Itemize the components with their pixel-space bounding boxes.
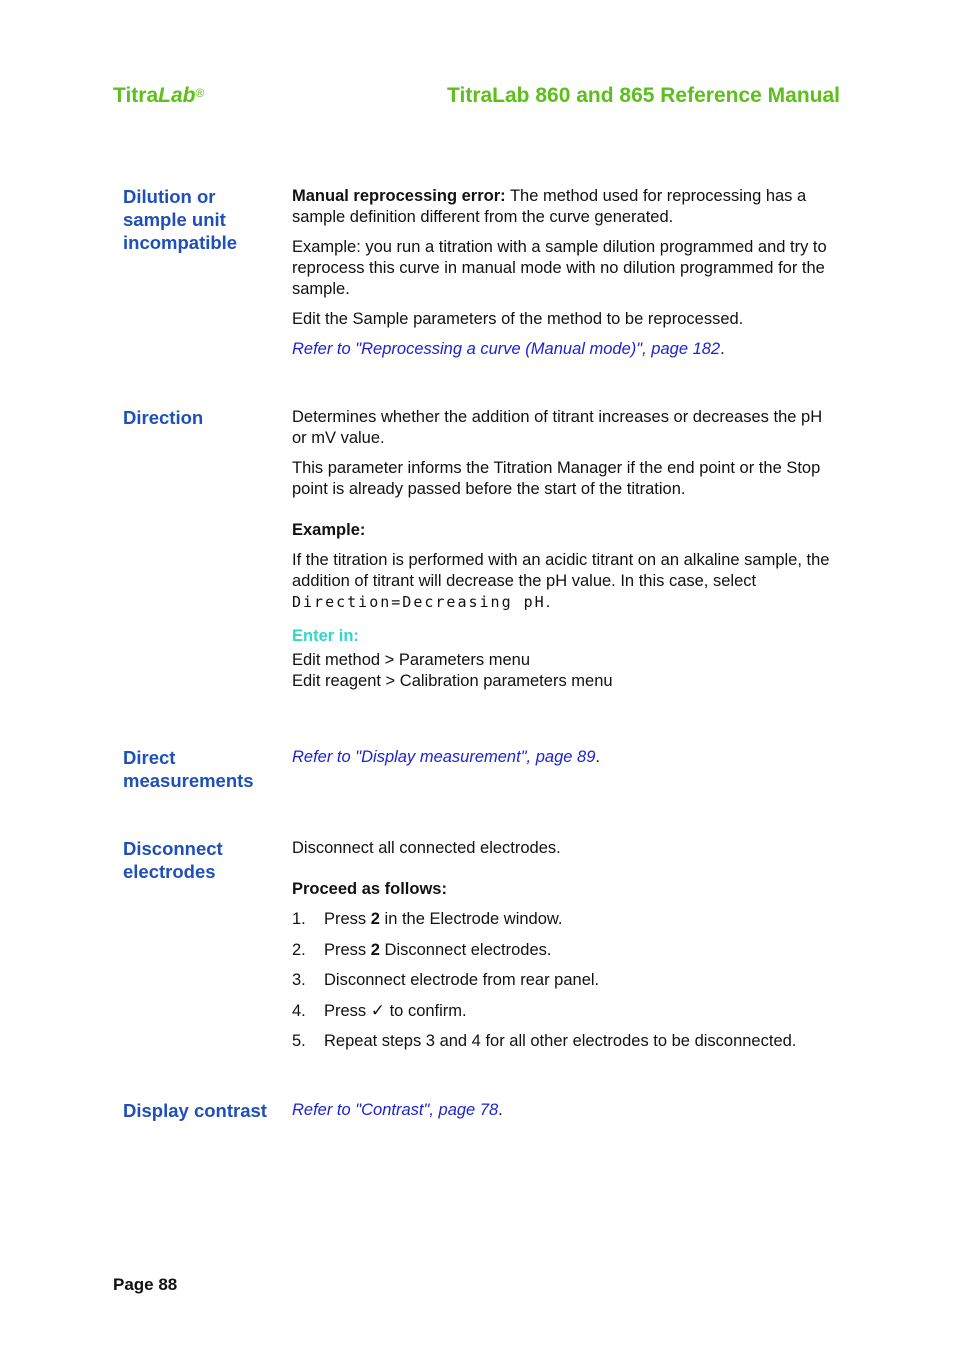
step-number: 3. xyxy=(292,971,306,989)
term-dilution: Dilution or sample unit incompatible xyxy=(123,186,238,253)
step-number: 5. xyxy=(292,1032,306,1050)
direct-measurements-reference xyxy=(292,747,837,768)
logo-registered-mark: ® xyxy=(195,86,205,100)
dilution-reference xyxy=(292,339,837,360)
desc-disconnect-electrodes xyxy=(292,838,837,1062)
dilution-paragraph-1 xyxy=(292,186,837,228)
dilution-paragraph-2: Example: you run a titration with a sample dilution programmed and try to reprocess this curve in manual mode with no dilution programmed for the sample. xyxy=(292,238,827,298)
step-number: 2. xyxy=(292,940,306,959)
list-item xyxy=(292,909,837,930)
term-disconnect-electrodes: Disconnect electrodes xyxy=(123,838,223,882)
direction-paragraph-2: This parameter informs the Titration Manager if the end point or the Stop point is already passed before the start of the titration. xyxy=(292,459,821,498)
desc-display-contrast xyxy=(292,1100,837,1130)
step-text-after: to confirm. xyxy=(385,1001,467,1020)
display-contrast-link[interactable]: Refer to "Contrast", page 78 xyxy=(292,1101,499,1119)
step-text-after: in the Electrode window. xyxy=(379,910,563,928)
list-item xyxy=(292,940,837,961)
direct-measurements-link[interactable]: Refer to "Display measurement", page 89 xyxy=(292,748,596,766)
display-contrast-period: . xyxy=(498,1101,503,1119)
disconnect-paragraph-1: Disconnect all connected electrodes. xyxy=(292,839,561,857)
term-display-contrast: Display contrast xyxy=(123,1100,267,1121)
direct-measurements-period: . xyxy=(595,748,600,766)
list-item xyxy=(292,1031,837,1052)
enter-in-lines xyxy=(292,650,837,692)
term-direct-measurements: Direct measurements xyxy=(123,747,254,791)
step-text: Disconnect electrode from rear panel. xyxy=(324,971,600,989)
step-text: Press xyxy=(324,1001,371,1020)
desc-dilution xyxy=(292,186,837,369)
proceed-label: Proceed as follows: xyxy=(292,880,447,898)
enter-in-line-1: Edit method > Parameters menu xyxy=(292,651,530,669)
titralab-logo xyxy=(113,84,204,108)
direction-period: . xyxy=(545,593,551,611)
dilution-reference-link[interactable]: Refer to "Reprocessing a curve (Manual mode)", page 182 xyxy=(292,340,721,358)
term-direction: Direction xyxy=(123,407,204,428)
enter-in-label: Enter in: xyxy=(292,627,359,645)
page-number: Page 88 xyxy=(113,1275,178,1294)
step-number: 4. xyxy=(292,1001,306,1020)
dilution-paragraph-3: Edit the Sample parameters of the method to be reprocessed. xyxy=(292,310,744,328)
desc-direct-measurements xyxy=(292,747,837,777)
logo-prefix: Titra xyxy=(113,84,159,107)
list-item xyxy=(292,970,837,991)
step-key: 2 xyxy=(370,940,380,959)
manual-title: TitraLab 860 and 865 Reference Manual xyxy=(447,84,840,107)
dilution-error-text: The method used for reprocessing has a sample definition different from the curve generated. xyxy=(292,187,807,226)
step-text: Press xyxy=(324,940,371,959)
logo-suffix: Lab xyxy=(158,84,196,107)
step-text: Press xyxy=(324,910,371,928)
step-number: 1. xyxy=(292,910,306,928)
direction-example-label: Example: xyxy=(292,521,366,539)
dilution-reference-period: . xyxy=(720,340,725,358)
direction-code: Direction=Decreasing pH xyxy=(292,593,546,611)
dilution-error-label: Manual reprocessing error: xyxy=(292,187,506,205)
direction-paragraph-1: Determines whether the addition of titrant increases or decreases the pH or mV value. xyxy=(292,408,823,447)
enter-in-line-2: Edit reagent > Calibration parameters menu xyxy=(292,672,613,690)
list-item xyxy=(292,1001,837,1022)
direction-paragraph-3 xyxy=(292,550,837,613)
step-key: 2 xyxy=(370,910,380,928)
direction-example-text: If the titration is performed with an acidic titrant on an alkaline sample, the addition of titrant will decrease the pH value. In this case, select xyxy=(292,551,830,590)
display-contrast-reference xyxy=(292,1100,837,1121)
step-text: Repeat steps 3 and 4 for all other electrodes to be disconnected. xyxy=(324,1032,797,1050)
checkmark-icon: ✓ xyxy=(370,1000,386,1021)
desc-direction xyxy=(292,407,837,692)
disconnect-steps xyxy=(292,909,837,1052)
step-text-after: Disconnect electrodes. xyxy=(379,940,552,959)
